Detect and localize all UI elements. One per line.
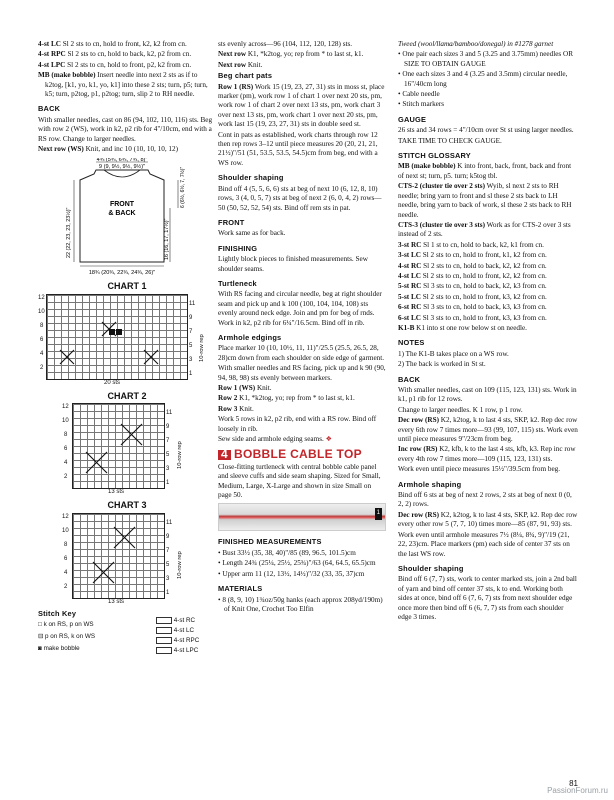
- chart-3-row-12: 12: [62, 513, 69, 520]
- chart-1-row-4: 4: [40, 350, 44, 357]
- mat-item: • Cable needle: [398, 90, 440, 99]
- key-4st-lpc: 4-st LPC: [156, 646, 198, 655]
- chart-2-row-8: 8: [64, 432, 68, 439]
- back-text-1: With smaller needles, cast on 86 (94, 102, 110, 116) sts. Beg with row 2 (WS), work in k2, p2 rib for 4"/10cm, end with a RS row. Change to larger needles.: [38, 115, 213, 143]
- chart-2-cross: [86, 424, 142, 473]
- project-number: 4: [218, 450, 231, 459]
- schem-label-2: & BACK: [108, 210, 136, 218]
- glossary-item: K1-B K1 into st one row below st on needle.: [398, 323, 527, 332]
- key-bobble: ◙ make bobble: [38, 645, 80, 653]
- arm-row-1: Row 1 (WS) Knit.: [218, 384, 272, 392]
- chart-2-row-2: 2: [64, 474, 68, 481]
- arm-work-text: Work 5 rows in k2, p2 rib, end with a RS row. Bind off loosely in rib.: [218, 415, 377, 433]
- armhole-shaping-heading: Armhole shaping: [398, 479, 462, 489]
- chart-2-sts: 13 sts: [108, 489, 125, 496]
- page-number: 81: [569, 779, 578, 788]
- cont-text: Cont in pats as established, work charts through row 12 then rep rows 3–12 until piece measures 20 (20, 21, 21, 21½)"/51 (51, 53.5, 53.5, 54.5)cm from beg, end with a WS row.: [218, 130, 378, 167]
- chart-3-row-2: 2: [64, 583, 68, 590]
- finishing-heading: FINISHING: [218, 243, 258, 253]
- armhole-text-2: With smaller needles and RS facing, pick up and k 90 (90, 94, 98, 98) sts evenly between markers.: [218, 364, 386, 382]
- glossary-item: 4-st RC Sl 2 sts to cn, hold to back, k2, k2 from cn.: [398, 261, 547, 270]
- abbr-4st-lpc: 4-st LPC Sl 2 sts to cn, hold to front, p2, k2 from cn.: [38, 60, 192, 69]
- chart-3-row-8: 8: [64, 541, 68, 548]
- glossary-item: 5-st RC Sl 3 sts to cn, hold to back, k2, k3 from cn.: [398, 282, 547, 291]
- chart-2-cables: [72, 403, 163, 487]
- glossary-item: 3-st LC Sl 2 sts to cn, hold to front, k1, k2 from cn.: [398, 251, 547, 260]
- sew-text: Sew side and armhole edging seams. ❖: [218, 435, 333, 444]
- key-4st-rpc: 4-st RPC: [156, 636, 199, 645]
- chart-2-row-7: 7: [166, 438, 170, 445]
- schem-left: 22 (22, 23, 23, 23½)": [66, 208, 72, 259]
- key-4st-lc: 4-st LC: [156, 626, 194, 635]
- materials-heading: MATERIALS: [218, 584, 263, 594]
- chart-2-title: CHART 2: [107, 390, 147, 401]
- cable-symbol-icon: [156, 647, 172, 654]
- schem-label-1: FRONT: [109, 201, 135, 209]
- schematic-neck: [104, 170, 140, 177]
- back-heading-2: BACK: [398, 374, 421, 384]
- turtleneck-text: With RS facing and circular needle, beg at right shoulder seam and pick up and k 100 (100, 104, 104, 108) sts evenly around neck edge. Join and pm for beg of rnds. Work in k2, p2 rib for 6¼"/16.5cm. Bind off in rib.: [218, 290, 382, 327]
- note-item: 2) The back is worked in St st.: [398, 360, 486, 369]
- mat-item: • Stitch markers: [398, 100, 445, 109]
- key-knit: □ k on RS, p on WS: [38, 621, 94, 629]
- chart-3-title: CHART 3: [107, 500, 147, 511]
- chart-3: [38, 513, 216, 605]
- glossary-heading: STITCH GLOSSARY: [398, 151, 471, 161]
- shoulder-heading: Shoulder shaping: [218, 173, 284, 183]
- col2-next-row-knit: Next row Knit.: [218, 60, 263, 69]
- mat-item: • One each sizes 3 and 4 (3.25 and 3.5mm) circular needle, 16"/40cm long: [398, 70, 568, 88]
- chart-3-row-3: 3: [166, 575, 170, 582]
- abbr-mb: MB (make bobble) Insert needle into next 2 sts as if to k2tog, [k1, yo, k1, yo, k1] into these 2 sts; turn, p5; turn, k5; turn, p2tog, p1, p2tog; turn, slip 2 to RH needle.: [38, 71, 208, 99]
- abbr-4st-lc: 4-st LC Sl 2 sts to cn, hold to front, k2, k2 from cn.: [38, 40, 187, 48]
- chart-1-sts: 20 sts: [104, 379, 121, 386]
- chart-1-rep: 10-row rep: [199, 334, 205, 362]
- chart-3-row-1: 1: [166, 589, 170, 596]
- back-text-2: Next row (WS) Knit, and inc 10 (10, 10, 10, 12): [38, 145, 179, 154]
- back-text-b: Change to larger needles. K 1 row, p 1 row.: [398, 405, 523, 414]
- beg-chart-heading: Beg chart pats: [218, 71, 273, 81]
- notes-heading: NOTES: [398, 338, 425, 348]
- chart-1-row-7: 7: [189, 328, 193, 335]
- arm-row-3: Row 3 Knit.: [218, 404, 254, 413]
- chart-1-row-12: 12: [38, 294, 45, 301]
- note-item: 1) The K1-B takes place on a WS row.: [398, 349, 509, 358]
- chart-2-row-10: 10: [62, 418, 69, 425]
- meas-item: • Length 24¾ (25¼, 25½, 25¾)"/63 (64, 64.5, 65.5)cm: [218, 559, 376, 568]
- front-heading: FRONT: [218, 217, 245, 227]
- chart-1-title: CHART 1: [107, 281, 147, 292]
- knit-symbol-icon: □: [38, 621, 42, 629]
- col2-text-1: sts evenly across—96 (104, 112, 120, 128) sts.: [218, 40, 353, 48]
- back-heading: BACK: [38, 104, 61, 114]
- purl-symbol-icon: ⊟: [38, 633, 44, 641]
- gauge-check: TAKE TIME TO CHECK GAUGE.: [398, 136, 502, 145]
- chart-2-row-9: 9: [166, 424, 170, 431]
- back-text-a: With smaller needles, cast on 109 (115, 123, 131) sts. Work in k1, p1 rib for 12 rows.: [398, 386, 577, 404]
- chart-3-row-4: 4: [64, 569, 68, 576]
- chart-3-cables: [72, 513, 163, 597]
- schem-neck: 9 (9, 9½, 9½, 9½)": [98, 164, 146, 171]
- arm-even-text: Work even until armhole measures 7½ (8¼, 8¾, 9)"/19 (21, 22, 23)cm. Place markers (pm) each side of center 37 sts on the last WS row.: [398, 530, 570, 558]
- chart-1: [38, 294, 216, 386]
- chart-2-row-1: 1: [166, 480, 170, 487]
- shoulder-text: Bind off 4 (5, 5, 6, 6) sts at beg of next 10 (6, 12, 8, 10) rows, 3 (4, 0, 5, 7) sts at beg of next 2 (6, 0, 4, 2) rows—50 (50, 52, 52, 54) sts. Bind off rem sts in pat.: [218, 184, 382, 212]
- column-3: [398, 40, 578, 623]
- glossary-item: 4-st LC Sl 2 sts to cn, hold to front, k2, k2 from cn.: [398, 271, 547, 280]
- chart-2-row-5: 5: [166, 452, 170, 459]
- chart-2-row-3: 3: [166, 466, 170, 473]
- column-2: [218, 40, 386, 615]
- armhole-edgings-heading: Armhole edgings: [218, 332, 282, 342]
- chart-3-rep: 10-row rep: [177, 550, 183, 579]
- chart-1-row-8: 8: [40, 322, 44, 329]
- chart-2-row-11: 11: [166, 410, 173, 417]
- glossary-item: MB (make bobble) K into front, back, front, back and front of next st; turn, p5. turn; k5tog tbl.: [398, 162, 572, 180]
- arm-dec-text: Dec row (RS) K2, k2tog, k to last 4 sts, SKP, k2. Rep dec row every other row 5 (7, 7, 10) times more—85 (87, 91, 93) sts.: [398, 510, 578, 529]
- chart-1-row-2: 2: [40, 364, 44, 371]
- shoulder-shaping-heading: Shoulder shaping: [398, 563, 464, 573]
- photo-number: 1: [375, 508, 382, 519]
- cable-symbol-icon: [156, 627, 172, 634]
- schem-right: 16 (16, 17, 17½)": [164, 218, 170, 261]
- abbr-4st-rpc: 4-st RPC Sl 2 sts to cn, hold to back, k2, p2 from cn.: [38, 50, 192, 59]
- chart-1-row-10: 10: [38, 308, 45, 315]
- schem-bottom: 18¾ (20¾, 22¾, 24¾, 26)": [88, 270, 156, 277]
- chart-3-row-5: 5: [166, 561, 170, 568]
- yarn-text: Tweed (wool/llama/bamboo/donegal) in #1278 garnet: [398, 40, 554, 48]
- glossary-item: 6-st RC Sl 3 sts to cn, hold to back, k3, k3 from cn.: [398, 303, 547, 312]
- chart-3-row-10: 10: [62, 527, 69, 534]
- chart-3-sts: 13 sts: [108, 598, 125, 605]
- chart-1-row-6: 6: [40, 336, 44, 343]
- armhole-text-1: Place marker 10 (10, 10½, 11, 11)"/25.5 (25.5, 26.5, 28, 28)cm down from each shoulder on side edge of garment.: [218, 344, 385, 362]
- bobble-symbol-icon: ◙: [38, 645, 42, 653]
- shoulder-shaping-text: Bind off 6 (7, 7) sts, work to center marked sts, join a 2nd ball of yarn and bind off center 37 sts, k to end. Working both sides at once, bind off 6 (7, 6, 7) sts from next shoulder edge once more then bind off 6 (6, 7, 7) sts from each shoulder edge 3 times.: [398, 575, 577, 621]
- chart-2: [38, 403, 216, 495]
- chart-1-row-9: 9: [189, 314, 193, 321]
- chart-3-row-11: 11: [166, 519, 173, 526]
- meas-item: • Upper arm 11 (12, 13½, 14½)"/32 (33, 35, 37)cm: [218, 569, 365, 578]
- armhole-shaping-text: Bind off 6 sts at beg of next 2 rows, 2 sts at beg of next 0 (0, 2, 2) rows.: [398, 491, 572, 509]
- glossary-item: 6-st LC Sl 3 sts to cn, hold to front, k3, k3 from cn.: [398, 313, 547, 322]
- finishing-text: Lightly block pieces to finished measurements. Sew shoulder seams.: [218, 255, 368, 273]
- chart-1-bobble: [109, 329, 115, 335]
- chart-1-cables: [46, 294, 186, 378]
- inc-row-text: Inc row (RS) K2, kfb, k to the last 4 sts, kfb, k3. Rep inc row every 4th row 7 times more—109 (115, 123, 131) sts.: [398, 445, 576, 463]
- dec-row-text: Dec row (RS) K2, k2tog, k to last 4 sts, SKP, k2. Rep dec row every 6th row 7 times more—93 (99, 107, 115) sts. Work even until piece measures 9"/23cm from beg.: [398, 416, 578, 444]
- mat-item: • One pair each sizes 3 and 5 (3.25 and 3.75mm) needles OR SIZE TO OBTAIN GAUGE: [398, 50, 573, 68]
- schem-right-2: 6 (6½, 6½, 7, 7½)": [180, 167, 186, 209]
- chart-3-row-9: 9: [166, 533, 170, 540]
- glossary-item: CTS-3 (cluster tie over 3 sts) Work as for CTS-2 over 3 sts instead of 2 sts.: [398, 220, 571, 239]
- cable-symbol-icon: [156, 637, 172, 644]
- key-4st-rc: 4-st RC: [156, 616, 195, 625]
- front-text: Work same as for back.: [218, 229, 286, 238]
- watermark: PassionForum.ru: [547, 786, 608, 795]
- project-description: Close-fitting turtleneck with central bobble cable panel and sleeve cuffs and side seam shaping. Sized for Small, Medium, Large, X-Large and shown in size Small on page 50.: [218, 462, 381, 500]
- chart-1-bobble: [116, 329, 122, 335]
- stitch-key-title: Stitch Key: [38, 608, 77, 618]
- schematic: [38, 158, 216, 276]
- schem-top: 4¾ (5¾, 6¾, 7¾, 8)": [96, 158, 148, 164]
- cable-symbol-icon: [156, 617, 172, 624]
- project-title: 4 BOBBLE CABLE TOP: [218, 450, 386, 459]
- chart-3-row-6: 6: [64, 555, 68, 562]
- chart-1-row-5: 5: [189, 342, 193, 349]
- arm-row-2: Row 2 K1, *k2tog, yo; rep from * to last st, k1.: [218, 394, 355, 403]
- chart-3-row-7: 7: [166, 547, 170, 554]
- row-1-text: Row 1 (RS) Work 15 (19, 23, 27, 31) sts in moss st, place marker (pm), work row 1 of chart 1 over next 20 sts, pm, work row 1 of chart 2 over next 13 sts, pm, work chart 3 over next 13 sts, pm, work chart 1 over next 20 sts, pm, work last 15 (19, 23, 27, 31) sts in double seed st.: [218, 82, 385, 129]
- work-even-text: Work even until piece measures 15½"/39.5cm from beg.: [398, 465, 561, 474]
- stitch-key: [38, 617, 216, 660]
- chart-2-row-4: 4: [64, 460, 68, 467]
- chart-1-row-1: 1: [189, 370, 193, 377]
- gauge-heading: GAUGE: [398, 114, 427, 124]
- schematic-drawing: [38, 158, 216, 276]
- gauge-text: 26 sts and 34 rows = 4"/10cm over St st using larger needles.: [398, 126, 574, 135]
- end-mark-icon: ❖: [325, 435, 333, 444]
- chart-2-row-6: 6: [64, 446, 68, 453]
- chart-2-rep: 10-row rep: [177, 441, 183, 470]
- chart-3-cross: [93, 527, 135, 583]
- materials-text: • 8 (8, 9, 10) 1¾oz/50g hanks (each approx 208yd/190m) of Knit One, Crochet Too Elfin: [218, 595, 383, 613]
- garment-photo: [218, 503, 386, 531]
- chart-1-cross: [60, 322, 158, 364]
- column-1: [38, 40, 216, 660]
- col2-next-row-rs: Next row K1, *k2tog, yo; rep from * to last st, k1.: [218, 50, 364, 59]
- chart-1-row-11: 11: [189, 300, 196, 307]
- glossary-item: 5-st LC Sl 2 sts to cn, hold to front, k3, k2 from cn.: [398, 292, 547, 301]
- key-purl: ⊟ p on RS, k on WS: [38, 633, 96, 641]
- chart-1-row-3: 3: [189, 356, 193, 363]
- glossary-item: CTS-2 (cluster tie over 2 sts) Wyib, sl next 2 sts to RH needle; bring yarn to front and sl these 2 sts back to LH needle, bring yarn to back of work, sl these 2 sts back to RH needle.: [398, 182, 572, 219]
- finished-measurements-heading: FINISHED MEASUREMENTS: [218, 537, 322, 547]
- glossary-item: 3-st RC Sl 1 st to cn, hold to back, k2, k1 from cn.: [398, 240, 544, 249]
- turtleneck-heading: Turtleneck: [218, 278, 257, 288]
- chart-2-row-12: 12: [62, 404, 69, 411]
- meas-item: • Bust 33½ (35, 38, 40)"/85 (89, 96.5, 101.5)cm: [218, 548, 356, 557]
